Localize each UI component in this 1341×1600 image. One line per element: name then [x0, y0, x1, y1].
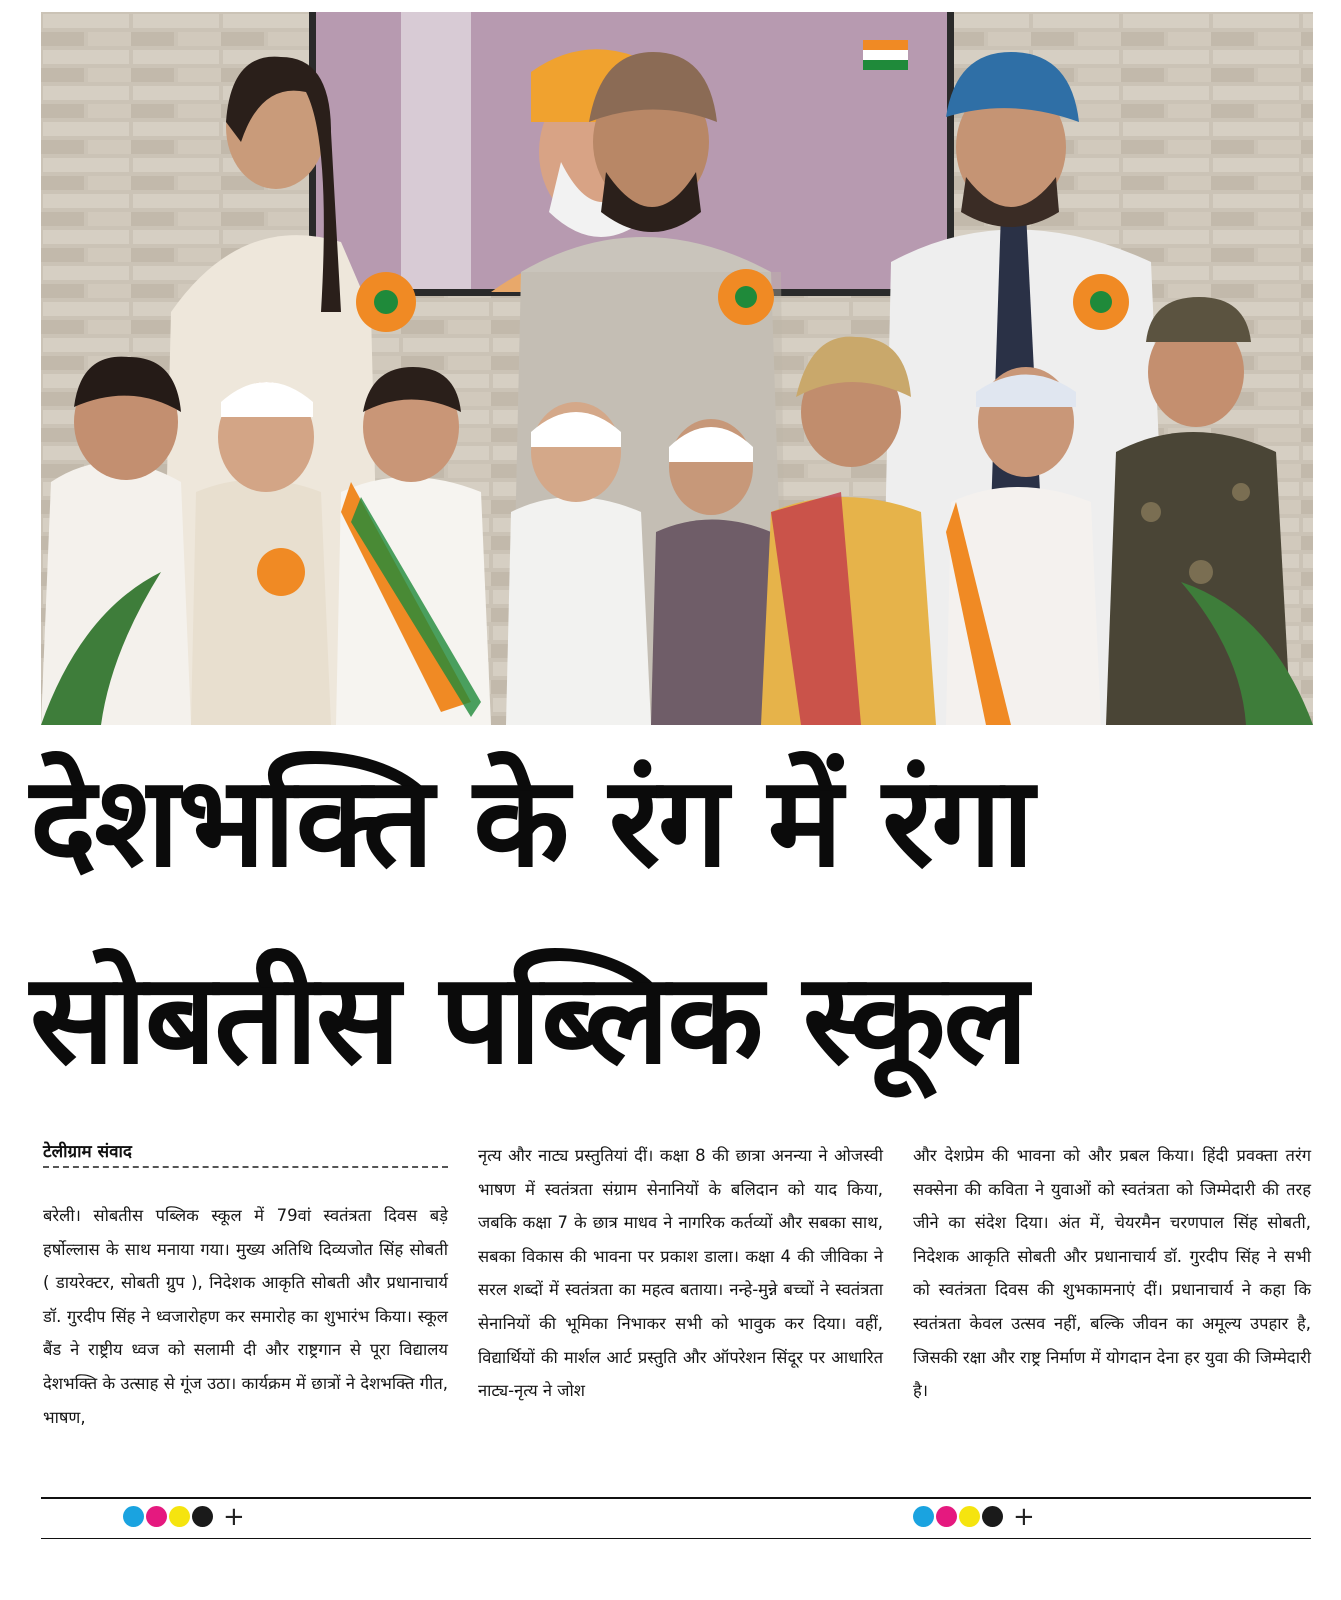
headline-line-2: सोबतीस पब्लिक स्कूल — [30, 947, 1027, 1092]
byline: टेलीग्राम संवाद — [43, 1139, 448, 1168]
article-column-1: बरेली। सोबतीस पब्लिक स्कूल में 79वां स्वतंत्रता दिवस बड़े हर्षोल्लास के साथ मनाया गया। मुख्य अतिथि दिव्यजोत सिंह सोबती ( डायरेक्टर, सोबती ग्रुप ), निदेशक आकृति सोबती और प्रधानाचार्य डॉ. गुरदीप सिंह ने ध्वजारोहण कर समारोह का शुभारंभ किया। स्कूल बैंड ने राष्ट्रीय ध्वज को सलामी दी और राष्ट्रगान से पूरा विद्यालय देशभक्ति के उत्साह से गूंज उठा। कार्यक्रम में छात्रों ने देशभक्ति गीत, भाषण, — [43, 1206, 448, 1427]
black-dot — [192, 1506, 213, 1527]
article-column-2: नृत्य और नाट्य प्रस्तुतियां दीं। कक्षा 8 की छात्रा अनन्या ने ओजस्वी भाषण में स्वतंत्रता संग्राम सेनानियों के बलिदान को याद किया, जबकि कक्षा 7 के छात्र माधव ने नागरिक कर्तव्यों और सबका साथ, सबका विकास की भावना पर प्रकाश डाला। कक्षा 4 की जीविका ने सरल शब्दों में स्वतंत्रता का महत्व बताया। नन्हे-मुन्ने बच्चों ने स्वतंत्रता सेनानियों की भूमिका निभाकर सभी को भावुक कर दिया। वहीं, विद्यार्थियों की मार्शल आर्ट प्रस्तुति और ऑपरेशन सिंदूर पर आधारित नाट्य-नृत्य ने जोश — [478, 1146, 883, 1401]
footer-rule-top — [41, 1497, 1311, 1499]
photo-illustration — [41, 12, 1313, 725]
magenta-dot — [936, 1506, 957, 1527]
news-photo — [41, 12, 1313, 725]
cyan-dot — [913, 1506, 934, 1527]
magenta-dot — [146, 1506, 167, 1527]
yellow-dot — [169, 1506, 190, 1527]
plus-icon: + — [223, 1501, 245, 1532]
plus-icon: + — [1013, 1501, 1035, 1532]
registration-marks-right — [913, 1501, 1035, 1532]
footer-rule-bottom — [41, 1538, 1311, 1539]
headline-line-1: देशभक्ति के रंग में रंगा — [30, 750, 1033, 895]
black-dot — [982, 1506, 1003, 1527]
cyan-dot — [123, 1506, 144, 1527]
yellow-dot — [959, 1506, 980, 1527]
article-column-3: और देशप्रेम की भावना को और प्रबल किया। हिंदी प्रवक्ता तरंग सक्सेना की कविता ने युवाओं को स्वतंत्रता को जिम्मेदारी की तरह जीने का संदेश दिया। अंत में, चेयरमैन चरणपाल सिंह सोबती, निदेशक आकृति सोबती और प्रधानाचार्य डॉ. गुरदीप सिंह ने सभी को स्वतंत्रता दिवस की शुभकामनाएं दीं। प्रधानाचार्य ने कहा कि स्वतंत्रता केवल उत्सव नहीं, बल्कि जीवन का अमूल्य उपहार है, जिसकी रक्षा और राष्ट्र निर्माण में योगदान देना हर युवा की जिम्मेदारी है। — [913, 1146, 1311, 1401]
registration-marks-left — [123, 1501, 245, 1532]
